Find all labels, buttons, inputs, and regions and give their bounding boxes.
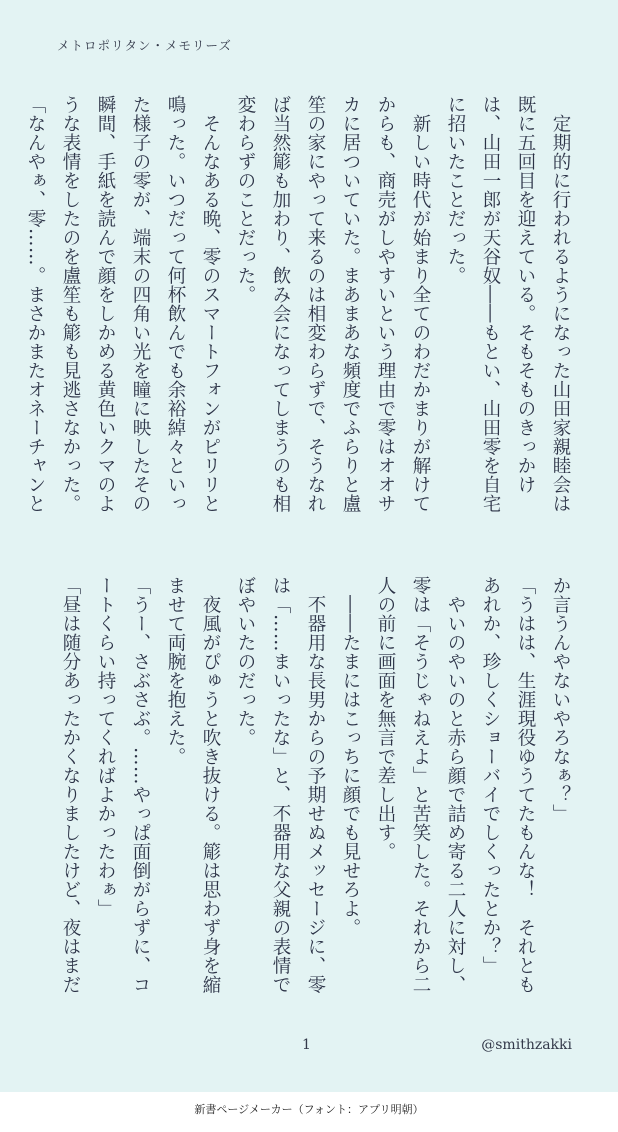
paragraph: そんなある晩、零のスマートフォンがピリリと鳴った。いつだって何杯飲んでも余裕綽々といった様子の零が、端末の四角い光を瞳に映したその瞬間、手紙を読んで顔をしかめる黄色いクマのような表情をしたのを盧笙も簓も見逃さなかった。	[60, 95, 221, 513]
paragraph: 「うー、さぶさぶ。……やっぱ面倒がらずに、コートくらい持ってくればよかったわぁ」	[95, 576, 151, 994]
paragraph: やいのやいのと赤ら顔で詰め寄る二人に対し、零は「そうじゃねえよ」と苦笑した。それから二人の前に画面を無言で差し出す。	[375, 576, 466, 994]
paragraph: 「なんやぁ、零……。まさかまたオネーチャンと	[25, 95, 46, 513]
paragraph: か言うんやないやろなぁ？」	[550, 576, 571, 823]
text-block-top	[25, 95, 578, 525]
text-block-bottom	[46, 576, 578, 1006]
paragraph: 新しい時代が始まり全てのわだかまりが解けてからも、商売がしやすいという理由で零はオオサカに居ついていた。まあまあな頻度でふらりと盧笙の家にやって来るのは相変わらずで、そうなれば当然簓も加わり、飲み会になってしまうのも相変わらずのことだった。	[235, 95, 431, 513]
author-handle: @smithzakki	[481, 1037, 572, 1053]
paragraph: 「うはは、生涯現役ゆうてたもんな！ それともあれか、珍しくショーバイでしくったとか？」	[480, 576, 536, 994]
running-title: メトロポリタン・メモリーズ	[57, 38, 232, 53]
paragraph: 「昼は随分あったかくなりましたけど、夜はまだ	[60, 576, 81, 994]
paragraph: 不器用な長男からの予期せぬメッセージに、零は「……まいったな」と、不器用な父親の表情でぼやいたのだった。	[235, 576, 326, 994]
page-number: 1	[302, 1037, 311, 1053]
generator-credit: 新書ページメーカー（フォント：アプリ明朝）	[194, 1103, 424, 1116]
paragraph: 定期的に行われるようになった山田家親睦会は既に五回目を迎えている。そもそものきっかけは、山田一郎が天谷奴――もとい、山田零を自宅に招いたことだった。	[445, 95, 571, 513]
paragraph: ――たまにはこっちに顔でも見せろよ。	[340, 594, 361, 937]
paragraph: 夜風がぴゅうと吹き抜ける。簓は思わず身を縮ませて両腕を抱えた。	[165, 576, 221, 994]
